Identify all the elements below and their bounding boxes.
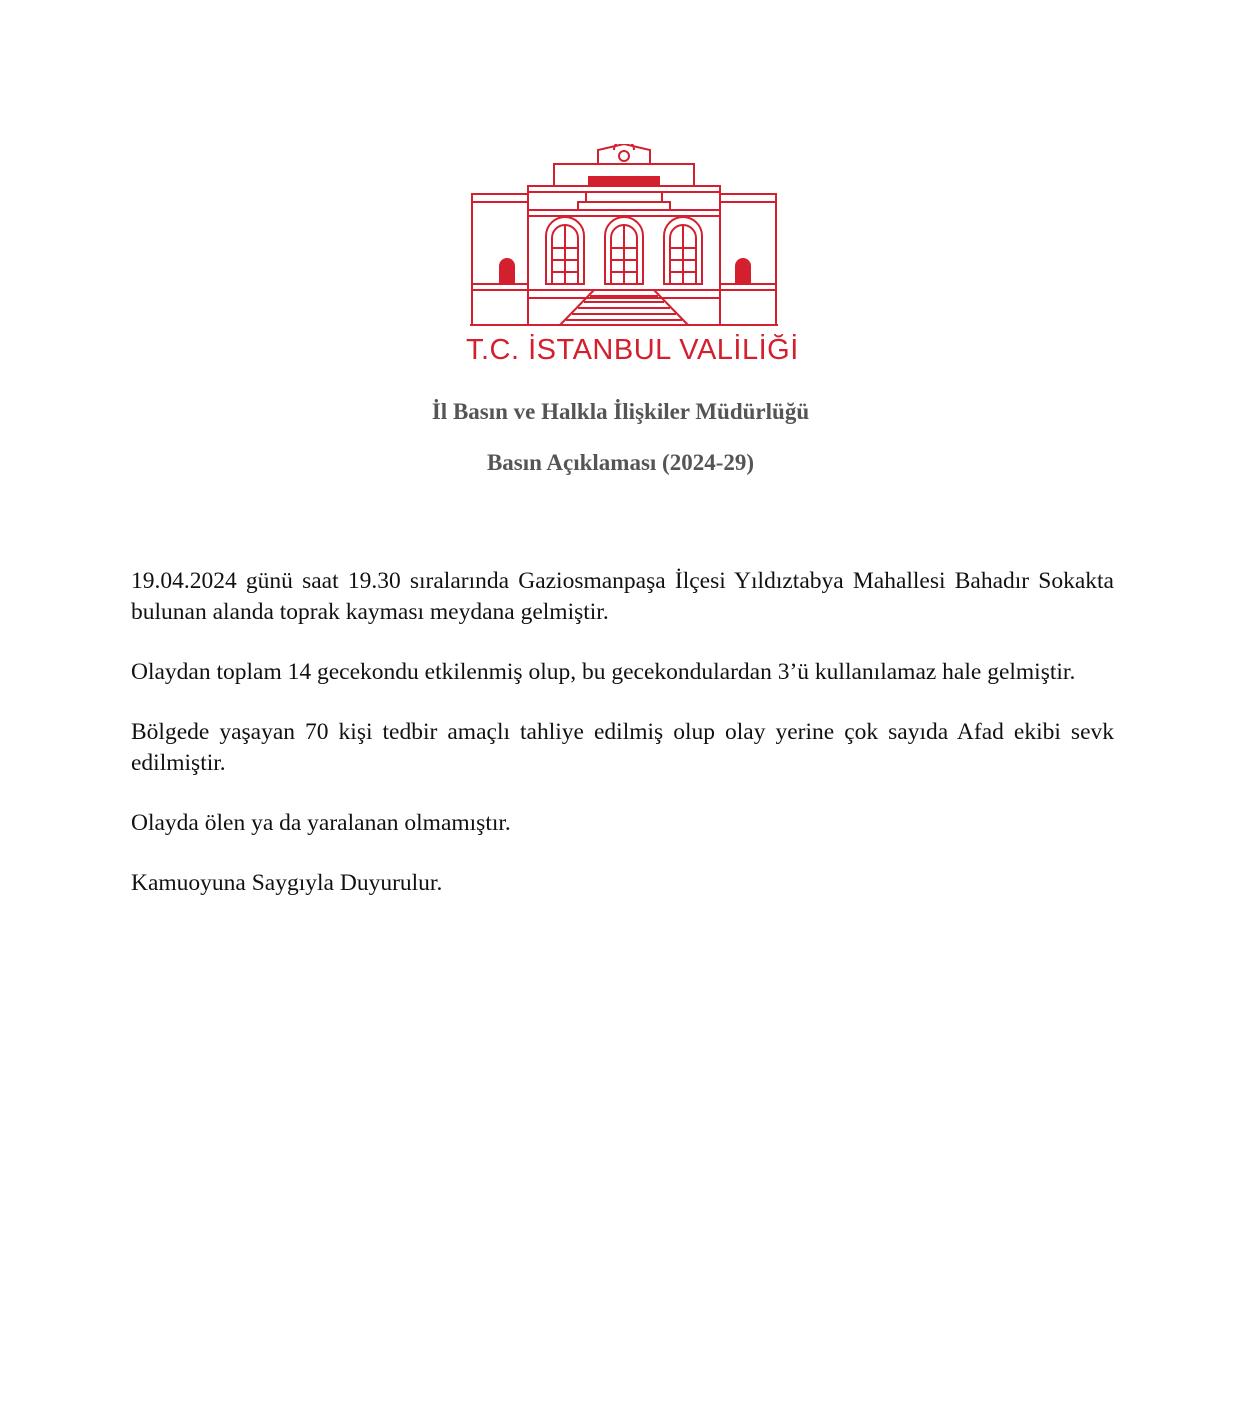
governorship-building-icon — [466, 144, 782, 334]
paragraph-affected-houses: Olaydan toplam 14 gecekondu etkilenmiş olup, bu gecekondulardan 3’ü kullanılamaz hale gelmiştir. — [131, 659, 1076, 685]
paragraph-evacuation: Bölgede yaşayan 70 kişi tedbir amaçlı tahliye edilmiş olup olay yerine çok sayıda Afad ekibi sevk edilmiştir. — [131, 719, 1114, 776]
press-release-body — [131, 566, 1114, 928]
paragraph-incident: 19.04.2024 günü saat 19.30 sıralarında Gaziosmanpaşa İlçesi Yıldıztabya Mahallesi Bahadır Sokakta bulunan alanda toprak kayması meydana gelmiştir. — [131, 568, 1114, 625]
logo-wordmark: T.C. İSTANBUL VALİLİĞİ — [466, 334, 799, 366]
paragraph-casualties: Olayda ölen ya da yaralanan olmamıştır. — [131, 810, 511, 836]
paragraph-closing: Kamuoyuna Saygıyla Duyurulur. — [131, 870, 443, 896]
istanbul-valiligi-logo — [466, 144, 799, 374]
press-release-number: Basın Açıklaması (2024-29) — [486, 450, 755, 475]
department-title: İl Basın ve Halkla İlişkiler Müdürlüğü — [431, 399, 810, 424]
